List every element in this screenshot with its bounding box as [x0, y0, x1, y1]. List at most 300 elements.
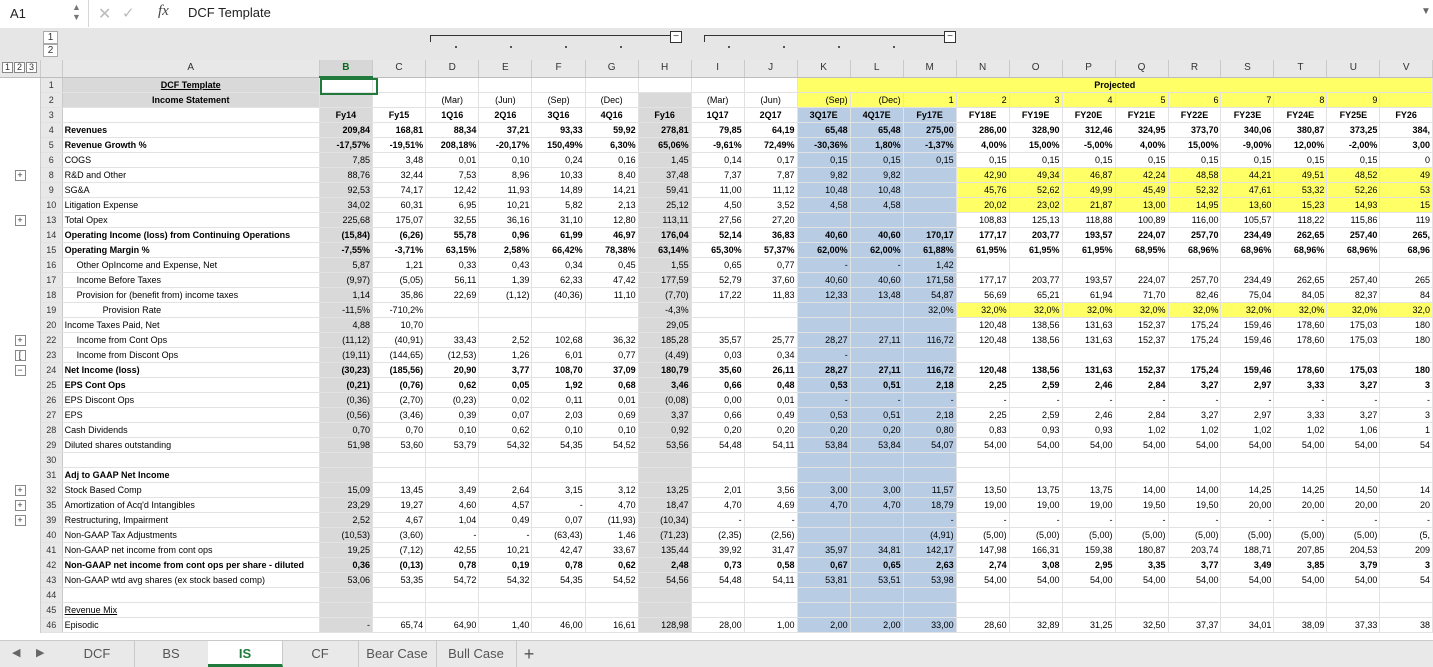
- cell-h15[interactable]: 63,14%: [638, 243, 691, 258]
- cell-r26[interactable]: -: [1168, 393, 1221, 408]
- cell-k40[interactable]: [797, 528, 850, 543]
- cell-k14[interactable]: 40,60: [797, 228, 850, 243]
- cell-a43[interactable]: Non-GAAP wtd avg shares (ex stock based comp): [62, 573, 319, 588]
- cell-n3[interactable]: FY18E: [956, 108, 1009, 123]
- cell-q43[interactable]: 54,00: [1115, 573, 1168, 588]
- column-header-c[interactable]: C: [372, 60, 425, 77]
- cell-o9[interactable]: 52,62: [1009, 183, 1062, 198]
- cell-q45[interactable]: [1115, 603, 1168, 618]
- cell-t4[interactable]: 380,87: [1274, 123, 1327, 138]
- cell-j15[interactable]: 57,37%: [744, 243, 797, 258]
- cell-k8[interactable]: 9,82: [797, 168, 850, 183]
- cell-p25[interactable]: 2,46: [1062, 378, 1115, 393]
- cell-d16[interactable]: 0,33: [426, 258, 479, 273]
- cell-v18[interactable]: 84: [1380, 288, 1433, 303]
- cell-n26[interactable]: -: [956, 393, 1009, 408]
- cell-g1[interactable]: [585, 77, 638, 93]
- cell-e4[interactable]: 37,21: [479, 123, 532, 138]
- cell-n39[interactable]: -: [956, 513, 1009, 528]
- cell-k46[interactable]: 2,00: [797, 618, 850, 633]
- cell-o42[interactable]: 3,08: [1009, 558, 1062, 573]
- cell-r20[interactable]: 175,24: [1168, 318, 1221, 333]
- cell-e14[interactable]: 0,96: [479, 228, 532, 243]
- cell-l31[interactable]: [850, 468, 903, 483]
- cell-e25[interactable]: 0,05: [479, 378, 532, 393]
- cell-u26[interactable]: -: [1327, 393, 1380, 408]
- cell-i8[interactable]: 7,37: [691, 168, 744, 183]
- cell-u6[interactable]: 0,15: [1327, 153, 1380, 168]
- cell-o30[interactable]: [1009, 453, 1062, 468]
- cell-h20[interactable]: 29,05: [638, 318, 691, 333]
- cell-d41[interactable]: 42,55: [426, 543, 479, 558]
- cell-a25[interactable]: EPS Cont Ops: [62, 378, 319, 393]
- cell-h16[interactable]: 1,55: [638, 258, 691, 273]
- cell-a17[interactable]: Income Before Taxes: [62, 273, 319, 288]
- cell-s23[interactable]: [1221, 348, 1274, 363]
- cell-b31[interactable]: [319, 468, 372, 483]
- cell-p17[interactable]: 193,57: [1062, 273, 1115, 288]
- cell-b16[interactable]: 5,87: [319, 258, 372, 273]
- cell-g4[interactable]: 59,92: [585, 123, 638, 138]
- cell-r14[interactable]: 257,70: [1168, 228, 1221, 243]
- cell-r35[interactable]: 19,50: [1168, 498, 1221, 513]
- column-header-u[interactable]: U: [1327, 60, 1380, 77]
- cell-u2[interactable]: 9: [1327, 93, 1380, 108]
- cell-m5[interactable]: -1,37%: [903, 138, 956, 153]
- cell-q19[interactable]: 32,0%: [1115, 303, 1168, 318]
- cell-m14[interactable]: 170,17: [903, 228, 956, 243]
- cell-n6[interactable]: 0,15: [956, 153, 1009, 168]
- cell-t20[interactable]: 178,60: [1274, 318, 1327, 333]
- cell-a32[interactable]: Stock Based Comp: [62, 483, 319, 498]
- column-header-k[interactable]: K: [797, 60, 850, 77]
- cell-d31[interactable]: [426, 468, 479, 483]
- row-header-41[interactable]: 41: [41, 543, 63, 558]
- row-header-25[interactable]: 25: [41, 378, 63, 393]
- cell-c42[interactable]: (0,13): [372, 558, 425, 573]
- cell-f24[interactable]: 108,70: [532, 363, 585, 378]
- cell-l29[interactable]: 53,84: [850, 438, 903, 453]
- column-header-p[interactable]: P: [1062, 60, 1115, 77]
- cell-l42[interactable]: 0,65: [850, 558, 903, 573]
- cell-a29[interactable]: Diluted shares outstanding: [62, 438, 319, 453]
- cell-o2[interactable]: 3: [1009, 93, 1062, 108]
- cell-r9[interactable]: 52,32: [1168, 183, 1221, 198]
- cell-c24[interactable]: (185,56): [372, 363, 425, 378]
- cell-f14[interactable]: 61,99: [532, 228, 585, 243]
- cell-d24[interactable]: 20,90: [426, 363, 479, 378]
- function-icon[interactable]: fx: [158, 3, 169, 19]
- sheet-tab-bear-case[interactable]: Bear Case: [358, 641, 437, 667]
- cell-a39[interactable]: Restructuring, Impairment: [62, 513, 319, 528]
- cell-b1[interactable]: [319, 77, 372, 93]
- cell-p14[interactable]: 193,57: [1062, 228, 1115, 243]
- cell-b22[interactable]: (11,12): [319, 333, 372, 348]
- cell-c23[interactable]: (144,65): [372, 348, 425, 363]
- cell-r19[interactable]: 32,0%: [1168, 303, 1221, 318]
- cell-l5[interactable]: 1,80%: [850, 138, 903, 153]
- cell-b44[interactable]: [319, 588, 372, 603]
- cell-o26[interactable]: -: [1009, 393, 1062, 408]
- cell-i15[interactable]: 65,30%: [691, 243, 744, 258]
- cell-c26[interactable]: (2,70): [372, 393, 425, 408]
- cell-o6[interactable]: 0,15: [1009, 153, 1062, 168]
- cell-t24[interactable]: 178,60: [1274, 363, 1327, 378]
- cell-h29[interactable]: 53,56: [638, 438, 691, 453]
- cell-a41[interactable]: Non-GAAP net income from cont ops: [62, 543, 319, 558]
- cell-t22[interactable]: 178,60: [1274, 333, 1327, 348]
- row-header-24[interactable]: 24: [41, 363, 63, 378]
- cell-e42[interactable]: 0,19: [479, 558, 532, 573]
- cell-f31[interactable]: [532, 468, 585, 483]
- cell-j9[interactable]: 11,12: [744, 183, 797, 198]
- cell-f22[interactable]: 102,68: [532, 333, 585, 348]
- cell-s5[interactable]: -9,00%: [1221, 138, 1274, 153]
- cell-s41[interactable]: 188,71: [1221, 543, 1274, 558]
- cell-s25[interactable]: 2,97: [1221, 378, 1274, 393]
- cell-e16[interactable]: 0,43: [479, 258, 532, 273]
- cell-q39[interactable]: -: [1115, 513, 1168, 528]
- cell-b18[interactable]: 1,14: [319, 288, 372, 303]
- cell-l27[interactable]: 0,51: [850, 408, 903, 423]
- cell-d22[interactable]: 33,43: [426, 333, 479, 348]
- cell-c25[interactable]: (0,76): [372, 378, 425, 393]
- cell-h22[interactable]: 185,28: [638, 333, 691, 348]
- cell-h44[interactable]: [638, 588, 691, 603]
- cell-q29[interactable]: 54,00: [1115, 438, 1168, 453]
- cell-i43[interactable]: 54,48: [691, 573, 744, 588]
- cell-b26[interactable]: (0,36): [319, 393, 372, 408]
- cell-a31[interactable]: Adj to GAAP Net Income: [62, 468, 319, 483]
- cell-m28[interactable]: 0,80: [903, 423, 956, 438]
- cell-j17[interactable]: 37,60: [744, 273, 797, 288]
- row-header-44[interactable]: 44: [41, 588, 63, 603]
- cell-g41[interactable]: 33,67: [585, 543, 638, 558]
- cell-r42[interactable]: 3,77: [1168, 558, 1221, 573]
- cell-t32[interactable]: 14,25: [1274, 483, 1327, 498]
- cell-b13[interactable]: 225,68: [319, 213, 372, 228]
- cell-o27[interactable]: 2,59: [1009, 408, 1062, 423]
- cell-r13[interactable]: 116,00: [1168, 213, 1221, 228]
- cell-f15[interactable]: 66,42%: [532, 243, 585, 258]
- row-header-29[interactable]: 29: [41, 438, 63, 453]
- cell-i24[interactable]: 35,60: [691, 363, 744, 378]
- cell-l45[interactable]: [850, 603, 903, 618]
- cell-f4[interactable]: 93,33: [532, 123, 585, 138]
- cell-t42[interactable]: 3,85: [1274, 558, 1327, 573]
- cell-a18[interactable]: Provision for (benefit from) income taxes: [62, 288, 319, 303]
- cell-h23[interactable]: (4,49): [638, 348, 691, 363]
- cell-i39[interactable]: -: [691, 513, 744, 528]
- cell-o10[interactable]: 23,02: [1009, 198, 1062, 213]
- sheet-tab-dcf[interactable]: DCF: [60, 641, 135, 667]
- cell-v19[interactable]: 32,0: [1380, 303, 1433, 318]
- cell-f35[interactable]: -: [532, 498, 585, 513]
- cell-i20[interactable]: [691, 318, 744, 333]
- cell-m6[interactable]: 0,15: [903, 153, 956, 168]
- cell-d13[interactable]: 32,55: [426, 213, 479, 228]
- cell-i18[interactable]: 17,22: [691, 288, 744, 303]
- cell-m2[interactable]: 1: [903, 93, 956, 108]
- cell-v29[interactable]: 54: [1380, 438, 1433, 453]
- cell-n4[interactable]: 286,00: [956, 123, 1009, 138]
- cell-o46[interactable]: 32,89: [1009, 618, 1062, 633]
- column-header-i[interactable]: I: [691, 60, 744, 77]
- cell-j18[interactable]: 11,83: [744, 288, 797, 303]
- cell-d6[interactable]: 0,01: [426, 153, 479, 168]
- cell-s30[interactable]: [1221, 453, 1274, 468]
- cell-h2[interactable]: [638, 93, 691, 108]
- cell-n30[interactable]: [956, 453, 1009, 468]
- row-header-39[interactable]: 39: [41, 513, 63, 528]
- cell-n40[interactable]: (5,00): [956, 528, 1009, 543]
- cell-n2[interactable]: 2: [956, 93, 1009, 108]
- cell-f26[interactable]: 0,11: [532, 393, 585, 408]
- cell-k45[interactable]: [797, 603, 850, 618]
- cell-r25[interactable]: 3,27: [1168, 378, 1221, 393]
- cell-h27[interactable]: 3,37: [638, 408, 691, 423]
- cell-j43[interactable]: 54,11: [744, 573, 797, 588]
- cell-u3[interactable]: FY25E: [1327, 108, 1380, 123]
- cell-d9[interactable]: 12,42: [426, 183, 479, 198]
- cell-t27[interactable]: 3,33: [1274, 408, 1327, 423]
- cell-m41[interactable]: 142,17: [903, 543, 956, 558]
- cell-n20[interactable]: 120,48: [956, 318, 1009, 333]
- cell-o16[interactable]: [1009, 258, 1062, 273]
- cell-d1[interactable]: [426, 77, 479, 93]
- cell-m24[interactable]: 116,72: [903, 363, 956, 378]
- cell-m31[interactable]: [903, 468, 956, 483]
- row-header-30[interactable]: 30: [41, 453, 63, 468]
- cell-c46[interactable]: 65,74: [372, 618, 425, 633]
- cell-a24[interactable]: Net Income (loss): [62, 363, 319, 378]
- cell-b42[interactable]: 0,36: [319, 558, 372, 573]
- cell-v44[interactable]: [1380, 588, 1433, 603]
- cell-n13[interactable]: 108,83: [956, 213, 1009, 228]
- cell-j2[interactable]: (Jun): [744, 93, 797, 108]
- cell-l4[interactable]: 65,48: [850, 123, 903, 138]
- cell-e24[interactable]: 3,77: [479, 363, 532, 378]
- cell-p5[interactable]: -5,00%: [1062, 138, 1115, 153]
- cell-s24[interactable]: 159,46: [1221, 363, 1274, 378]
- cell-k42[interactable]: 0,67: [797, 558, 850, 573]
- cell-v8[interactable]: 49: [1380, 168, 1433, 183]
- cell-a22[interactable]: Income from Cont Ops: [62, 333, 319, 348]
- cell-r5[interactable]: 15,00%: [1168, 138, 1221, 153]
- column-header-l[interactable]: L: [850, 60, 903, 77]
- cell-b32[interactable]: 15,09: [319, 483, 372, 498]
- row-header-4[interactable]: 4: [41, 123, 63, 138]
- cell-i5[interactable]: -9,61%: [691, 138, 744, 153]
- cell-a42[interactable]: Non-GAAP net income from cont ops per share - diluted: [62, 558, 319, 573]
- cell-v35[interactable]: 20: [1380, 498, 1433, 513]
- cell-r2[interactable]: 6: [1168, 93, 1221, 108]
- cell-r40[interactable]: (5,00): [1168, 528, 1221, 543]
- cell-v28[interactable]: 1: [1380, 423, 1433, 438]
- cell-c41[interactable]: (7,12): [372, 543, 425, 558]
- cell-c18[interactable]: 35,86: [372, 288, 425, 303]
- cell-p40[interactable]: (5,00): [1062, 528, 1115, 543]
- cell-f2[interactable]: (Sep): [532, 93, 585, 108]
- cell-k2[interactable]: (Sep): [797, 93, 850, 108]
- cell-v42[interactable]: 3: [1380, 558, 1433, 573]
- cell-a14[interactable]: Operating Income (loss) from Continuing Operations: [62, 228, 319, 243]
- cell-h17[interactable]: 177,59: [638, 273, 691, 288]
- cell-e45[interactable]: [479, 603, 532, 618]
- row-header-19[interactable]: 19: [41, 303, 63, 318]
- cell-e39[interactable]: 0,49: [479, 513, 532, 528]
- cell-r15[interactable]: 68,96%: [1168, 243, 1221, 258]
- cell-v31[interactable]: [1380, 468, 1433, 483]
- column-header-b[interactable]: B: [319, 60, 372, 77]
- cell-c19[interactable]: -710,2%: [372, 303, 425, 318]
- cell-f27[interactable]: 2,03: [532, 408, 585, 423]
- row-header-5[interactable]: 5: [41, 138, 63, 153]
- cell-o28[interactable]: 0,93: [1009, 423, 1062, 438]
- cell-p23[interactable]: [1062, 348, 1115, 363]
- cell-i17[interactable]: 52,79: [691, 273, 744, 288]
- cell-d42[interactable]: 0,78: [426, 558, 479, 573]
- cell-o4[interactable]: 328,90: [1009, 123, 1062, 138]
- cell-g14[interactable]: 46,97: [585, 228, 638, 243]
- cell-o17[interactable]: 203,77: [1009, 273, 1062, 288]
- cell-u32[interactable]: 14,50: [1327, 483, 1380, 498]
- cell-c27[interactable]: (3,46): [372, 408, 425, 423]
- cell-g15[interactable]: 78,38%: [585, 243, 638, 258]
- cell-h35[interactable]: 18,47: [638, 498, 691, 513]
- cell-l17[interactable]: 40,60: [850, 273, 903, 288]
- cell-p39[interactable]: -: [1062, 513, 1115, 528]
- cell-r16[interactable]: [1168, 258, 1221, 273]
- cell-e8[interactable]: 8,96: [479, 168, 532, 183]
- cell-a23[interactable]: Income from Discont Ops: [62, 348, 319, 363]
- prev-sheet-icon[interactable]: ◀: [12, 647, 21, 659]
- cell-o19[interactable]: 32,0%: [1009, 303, 1062, 318]
- cell-o8[interactable]: 49,34: [1009, 168, 1062, 183]
- cell-f1[interactable]: [532, 77, 585, 93]
- cell-j35[interactable]: 4,69: [744, 498, 797, 513]
- cell-p45[interactable]: [1062, 603, 1115, 618]
- cell-s8[interactable]: 44,21: [1221, 168, 1274, 183]
- cell-i4[interactable]: 79,85: [691, 123, 744, 138]
- cell-j10[interactable]: 3,52: [744, 198, 797, 213]
- cell-l15[interactable]: 62,00%: [850, 243, 903, 258]
- cell-e10[interactable]: 10,21: [479, 198, 532, 213]
- cell-h14[interactable]: 176,04: [638, 228, 691, 243]
- cell-b19[interactable]: -11,5%: [319, 303, 372, 318]
- name-box-stepper-icon[interactable]: ▲ ▼: [72, 2, 81, 22]
- cell-s32[interactable]: 14,25: [1221, 483, 1274, 498]
- cell-g19[interactable]: [585, 303, 638, 318]
- cell-e18[interactable]: (1,12): [479, 288, 532, 303]
- cell-o31[interactable]: [1009, 468, 1062, 483]
- cell-s42[interactable]: 3,49: [1221, 558, 1274, 573]
- cell-t35[interactable]: 20,00: [1274, 498, 1327, 513]
- col-outline-level-1[interactable]: 1: [43, 31, 58, 44]
- cell-q2[interactable]: 5: [1115, 93, 1168, 108]
- row-group-toggle-icon[interactable]: [: [15, 350, 26, 361]
- cell-r41[interactable]: 203,74: [1168, 543, 1221, 558]
- cell-u28[interactable]: 1,06: [1327, 423, 1380, 438]
- cell-l10[interactable]: 4,58: [850, 198, 903, 213]
- projected-header[interactable]: Projected: [797, 77, 1432, 93]
- cell-r4[interactable]: 373,70: [1168, 123, 1221, 138]
- cell-r43[interactable]: 54,00: [1168, 573, 1221, 588]
- cell-k29[interactable]: 53,84: [797, 438, 850, 453]
- cell-a35[interactable]: Amortization of Acq'd Intangibles: [62, 498, 319, 513]
- cell-r27[interactable]: 3,27: [1168, 408, 1221, 423]
- cell-l30[interactable]: [850, 453, 903, 468]
- cell-h45[interactable]: [638, 603, 691, 618]
- cell-g10[interactable]: 2,13: [585, 198, 638, 213]
- cell-m15[interactable]: 61,88%: [903, 243, 956, 258]
- col-group-collapse-icon-2[interactable]: −: [944, 31, 956, 43]
- cell-j41[interactable]: 31,47: [744, 543, 797, 558]
- cell-n44[interactable]: [956, 588, 1009, 603]
- cell-d3[interactable]: 1Q16: [426, 108, 479, 123]
- cell-t17[interactable]: 262,65: [1274, 273, 1327, 288]
- cell-d17[interactable]: 56,11: [426, 273, 479, 288]
- cell-i3[interactable]: 1Q17: [691, 108, 744, 123]
- cell-j25[interactable]: 0,48: [744, 378, 797, 393]
- cell-c10[interactable]: 60,31: [372, 198, 425, 213]
- cell-q13[interactable]: 100,89: [1115, 213, 1168, 228]
- cell-m13[interactable]: [903, 213, 956, 228]
- cell-b9[interactable]: 92,53: [319, 183, 372, 198]
- cell-i45[interactable]: [691, 603, 744, 618]
- cell-o24[interactable]: 138,56: [1009, 363, 1062, 378]
- cell-b40[interactable]: (10,53): [319, 528, 372, 543]
- cell-d40[interactable]: -: [426, 528, 479, 543]
- cell-d20[interactable]: [426, 318, 479, 333]
- cell-p9[interactable]: 49,99: [1062, 183, 1115, 198]
- row-group-toggle-icon[interactable]: +: [15, 215, 26, 226]
- cell-e43[interactable]: 54,32: [479, 573, 532, 588]
- cell-v45[interactable]: [1380, 603, 1433, 618]
- cell-k16[interactable]: -: [797, 258, 850, 273]
- cell-h41[interactable]: 135,44: [638, 543, 691, 558]
- cell-d2[interactable]: (Mar): [426, 93, 479, 108]
- cell-l26[interactable]: -: [850, 393, 903, 408]
- cell-o35[interactable]: 19,00: [1009, 498, 1062, 513]
- cell-m30[interactable]: [903, 453, 956, 468]
- cell-l32[interactable]: 3,00: [850, 483, 903, 498]
- cell-k39[interactable]: [797, 513, 850, 528]
- cell-k15[interactable]: 62,00%: [797, 243, 850, 258]
- cell-a15[interactable]: Operating Margin %: [62, 243, 319, 258]
- cell-p8[interactable]: 46,87: [1062, 168, 1115, 183]
- cell-q44[interactable]: [1115, 588, 1168, 603]
- cell-d39[interactable]: 1,04: [426, 513, 479, 528]
- cell-b4[interactable]: 209,84: [319, 123, 372, 138]
- row-outline-level-3[interactable]: 3: [26, 62, 37, 73]
- cell-u8[interactable]: 48,52: [1327, 168, 1380, 183]
- cell-q5[interactable]: 4,00%: [1115, 138, 1168, 153]
- cell-j19[interactable]: [744, 303, 797, 318]
- cell-g44[interactable]: [585, 588, 638, 603]
- cell-i1[interactable]: [691, 77, 744, 93]
- cell-k20[interactable]: [797, 318, 850, 333]
- cell-g17[interactable]: 47,42: [585, 273, 638, 288]
- cell-g16[interactable]: 0,45: [585, 258, 638, 273]
- cell-g30[interactable]: [585, 453, 638, 468]
- cell-f39[interactable]: 0,07: [532, 513, 585, 528]
- cell-r39[interactable]: -: [1168, 513, 1221, 528]
- cell-t44[interactable]: [1274, 588, 1327, 603]
- cell-b41[interactable]: 19,25: [319, 543, 372, 558]
- cell-s9[interactable]: 47,61: [1221, 183, 1274, 198]
- cell-m40[interactable]: (4,91): [903, 528, 956, 543]
